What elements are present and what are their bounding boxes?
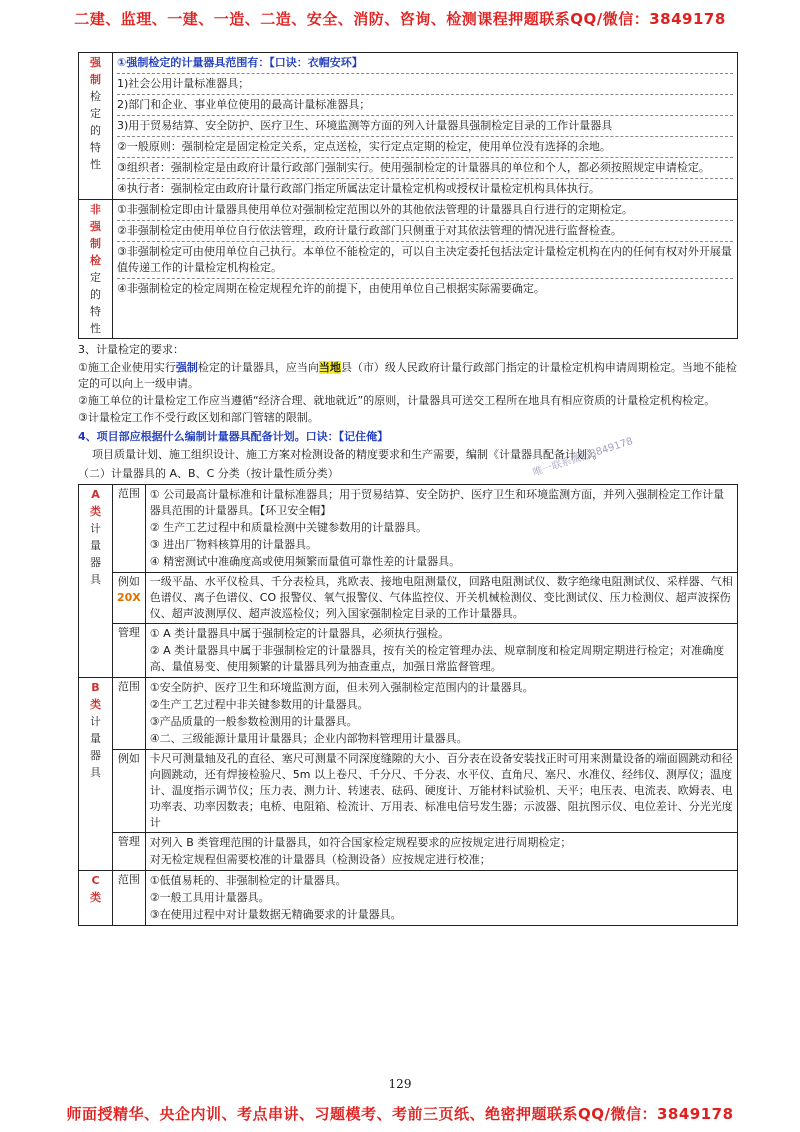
mandatory-label: 强 制 检 定 的 特 性	[79, 53, 113, 200]
non-mandatory-row: ④非强制检定的检定周期在检定规程允许的前提下，由使用单位自己根据实际需要确定。	[117, 282, 545, 295]
class-b-manage: 对列入 B 类管理范围的计量器具，如符合国家检定规程要求的应按规定进行周期检定； 对无检定规程但需要校准的计量器具（检测设备）应按规定进行校准；	[145, 833, 737, 871]
non-mandatory-row: ③非强制检定可由使用单位自己执行。本单位不能检定的，可以自主决定委托包括法定计量检定机构在内的任何有权对外开展量值传递工作的计量检定机构检定。	[117, 245, 732, 274]
non-mandatory-row: ①非强制检定即由计量器具使用单位对强制检定范围以外的其他依法管理的计量器具自行进行的定期检定。	[117, 203, 633, 216]
mandatory-body	[113, 53, 738, 200]
section-3-p3: ③计量检定工作不受行政区划和部门管辖的限制。	[78, 411, 319, 424]
mandatory-row: ④执行者：强制检定由政府计量行政部门指定所属法定计量检定机构或授权计量检定机构具体执行。	[117, 182, 600, 195]
mandatory-row: ①强制检定的计量器具范围有：【口诀：衣帽安环】	[117, 56, 363, 69]
class-b-scope-label: 范围	[113, 678, 146, 750]
page-number: 129	[388, 1077, 412, 1091]
section-abc-title: （二）计量器具的 A、B、C 分类（按计量性质分类）	[78, 467, 339, 480]
abc-table	[78, 484, 738, 926]
page-content	[78, 52, 738, 926]
mandatory-row: 2)部门和企业、事业单位使用的最高计量标准器具；	[117, 98, 371, 111]
class-b-example-label: 例如	[113, 750, 146, 833]
class-a-scope-label: 范围	[113, 485, 146, 573]
class-c-scope: ①低值易耗的、非强制检定的计量器具。 ②一般工具用计量器具。 ③在使用过程中对计量数据无精确要求的计量器具。	[145, 871, 737, 926]
class-b-scope: ①安全防护、医疗卫生和环境监测方面，但未列入强制检定范围内的计量器具。 ②生产工艺过程中非关键参数用的计量器具。 ③产品质量的一般参数检测用的计量器具。 ④二、三级能源计量用计量器具；企业内部物料管理用计量器具。	[145, 678, 737, 750]
section-3-p1: ①施工企业使用实行强制检定的计量器具，应当向当地县（市）级人民政府计量行政部门指定的计量检定机构申请周期检定。当地不能检定的可以向上一级申请。	[78, 361, 737, 390]
class-a-manage: ① A 类计量器具中属于强制检定的计量器具，必须执行强检。 ② A 类计量器具中属于非强制检定的计量器具，按有关的检定管理办法、规章制度和检定周期定期进行检定；对准确度高、量值易变、使用频繁的计量器具列为抽查重点，加强日常监督管理。	[145, 624, 737, 678]
non-mandatory-label: 非 强 制 检 定 的 特 性	[79, 200, 113, 339]
mandatory-row: 3)用于贸易结算、安全防护、医疗卫生、环境监测等方面的列入计量器具强制检定目录的工作计量器具	[117, 119, 613, 132]
section-3-title: 3、计量检定的要求：	[78, 343, 184, 356]
non-mandatory-row: ②非强制检定由使用单位自行依法管理，政府计量行政部门只侧重于对其依法管理的情况进行监督检查。	[117, 224, 622, 237]
class-c-scope-label: 范围	[113, 871, 146, 926]
section-4-body: 项目质量计划、施工组织设计、施工方案对检测设备的精度要求和生产需要，编制《计量器具配备计划》。	[92, 448, 604, 461]
class-b-manage-label: 管理	[113, 833, 146, 871]
mandatory-row: 1)社会公用计量标准器具；	[117, 77, 250, 90]
class-b-example: 卡尺可测量轴及孔的直径、塞尺可测量不同深度缝隙的大小、百分表在设备安装找正时可用来测量设备的端面圆跳动和径向圆跳动，还有焊接检验尺、5m 以上卷尺、千分尺、千分表、水平仪、直角尺、塞尺、水准仪、经纬仪、测厚仪；温度计、温度指示调节仪；压力表、测力计、转速表、砝码、硬度计、万能材料试验机、天平；电压表、电流表、欧姆表、电功率表、功率因数表；电桥、电阻箱、检流计、万用表、标准电信号发生器；示波器、阻抗图示仪、电位差计、分光光度计	[145, 750, 737, 833]
class-a-label: A 类 计 量 器 具	[79, 485, 113, 678]
class-a-manage-label: 管理	[113, 624, 146, 678]
class-c-label: C 类	[79, 871, 113, 926]
watermark: 唯一联系微信3849178	[531, 436, 635, 479]
footer-banner: 师面授精华、央企内训、考点串讲、习题模考、考前三页纸、绝密押题联系QQ/微信：3849178	[66, 1105, 734, 1123]
class-a-example-label: 例如 20X	[113, 573, 146, 624]
mandatory-row: ③组织者：强制检定是由政府计量行政部门强制实行。使用强制检定的计量器具的单位和个人，都必须按照规定申请检定。	[117, 161, 710, 174]
mandatory-row: ②一般原则：强制检定是固定检定关系，定点送检，实行定点定期的检定，使用单位没有选择的余地。	[117, 140, 611, 153]
class-a-scope: ① 公司最高计量标准和计量标准器具；用于贸易结算、安全防护、医疗卫生和环境监测方面，并列入强制检定工作计量器具范围的计量器具。【环卫安全帽】 ② 生产工艺过程中和质量检测中关键参数用的计量器具。 ③ 进出厂物料核算用的计量器具。 ④ 精密测试中准确度高或使用频繁而量值可靠性差的计量器具。	[145, 485, 737, 573]
non-mandatory-body	[113, 200, 738, 339]
mandatory-table	[78, 52, 738, 339]
header-banner: 二建、监理、一建、一造、二造、安全、消防、咨询、检测课程押题联系QQ/微信：3849178	[74, 10, 726, 28]
class-a-example: 一级平晶、水平仪检具、千分表检具，兆欧表、接地电阻测量仪，回路电阻测试仪、数字绝缘电阻测试仪、采样器、气相色谱仪、离子色谱仪、CO 报警仪、氧气报警仪、气体监控仪、开关机械检测仪、变比测试仪、压力检测仪、超声波探伤仪、超声波测厚仪、超声波巡检仪；列入国家强制检定目录的工作计量器具。	[145, 573, 737, 624]
class-b-label: B 类 计 量 器 具	[79, 678, 113, 871]
section-3-p2: ②施工单位的计量检定工作应当遵循“经济合理、就地就近”的原则，计量器具可送交工程所在地具有相应资质的计量检定机构检定。	[78, 394, 716, 407]
section-4-title: 4、项目部应根据什么编制计量器具配备计划。口诀：【记住俺】	[78, 430, 389, 443]
